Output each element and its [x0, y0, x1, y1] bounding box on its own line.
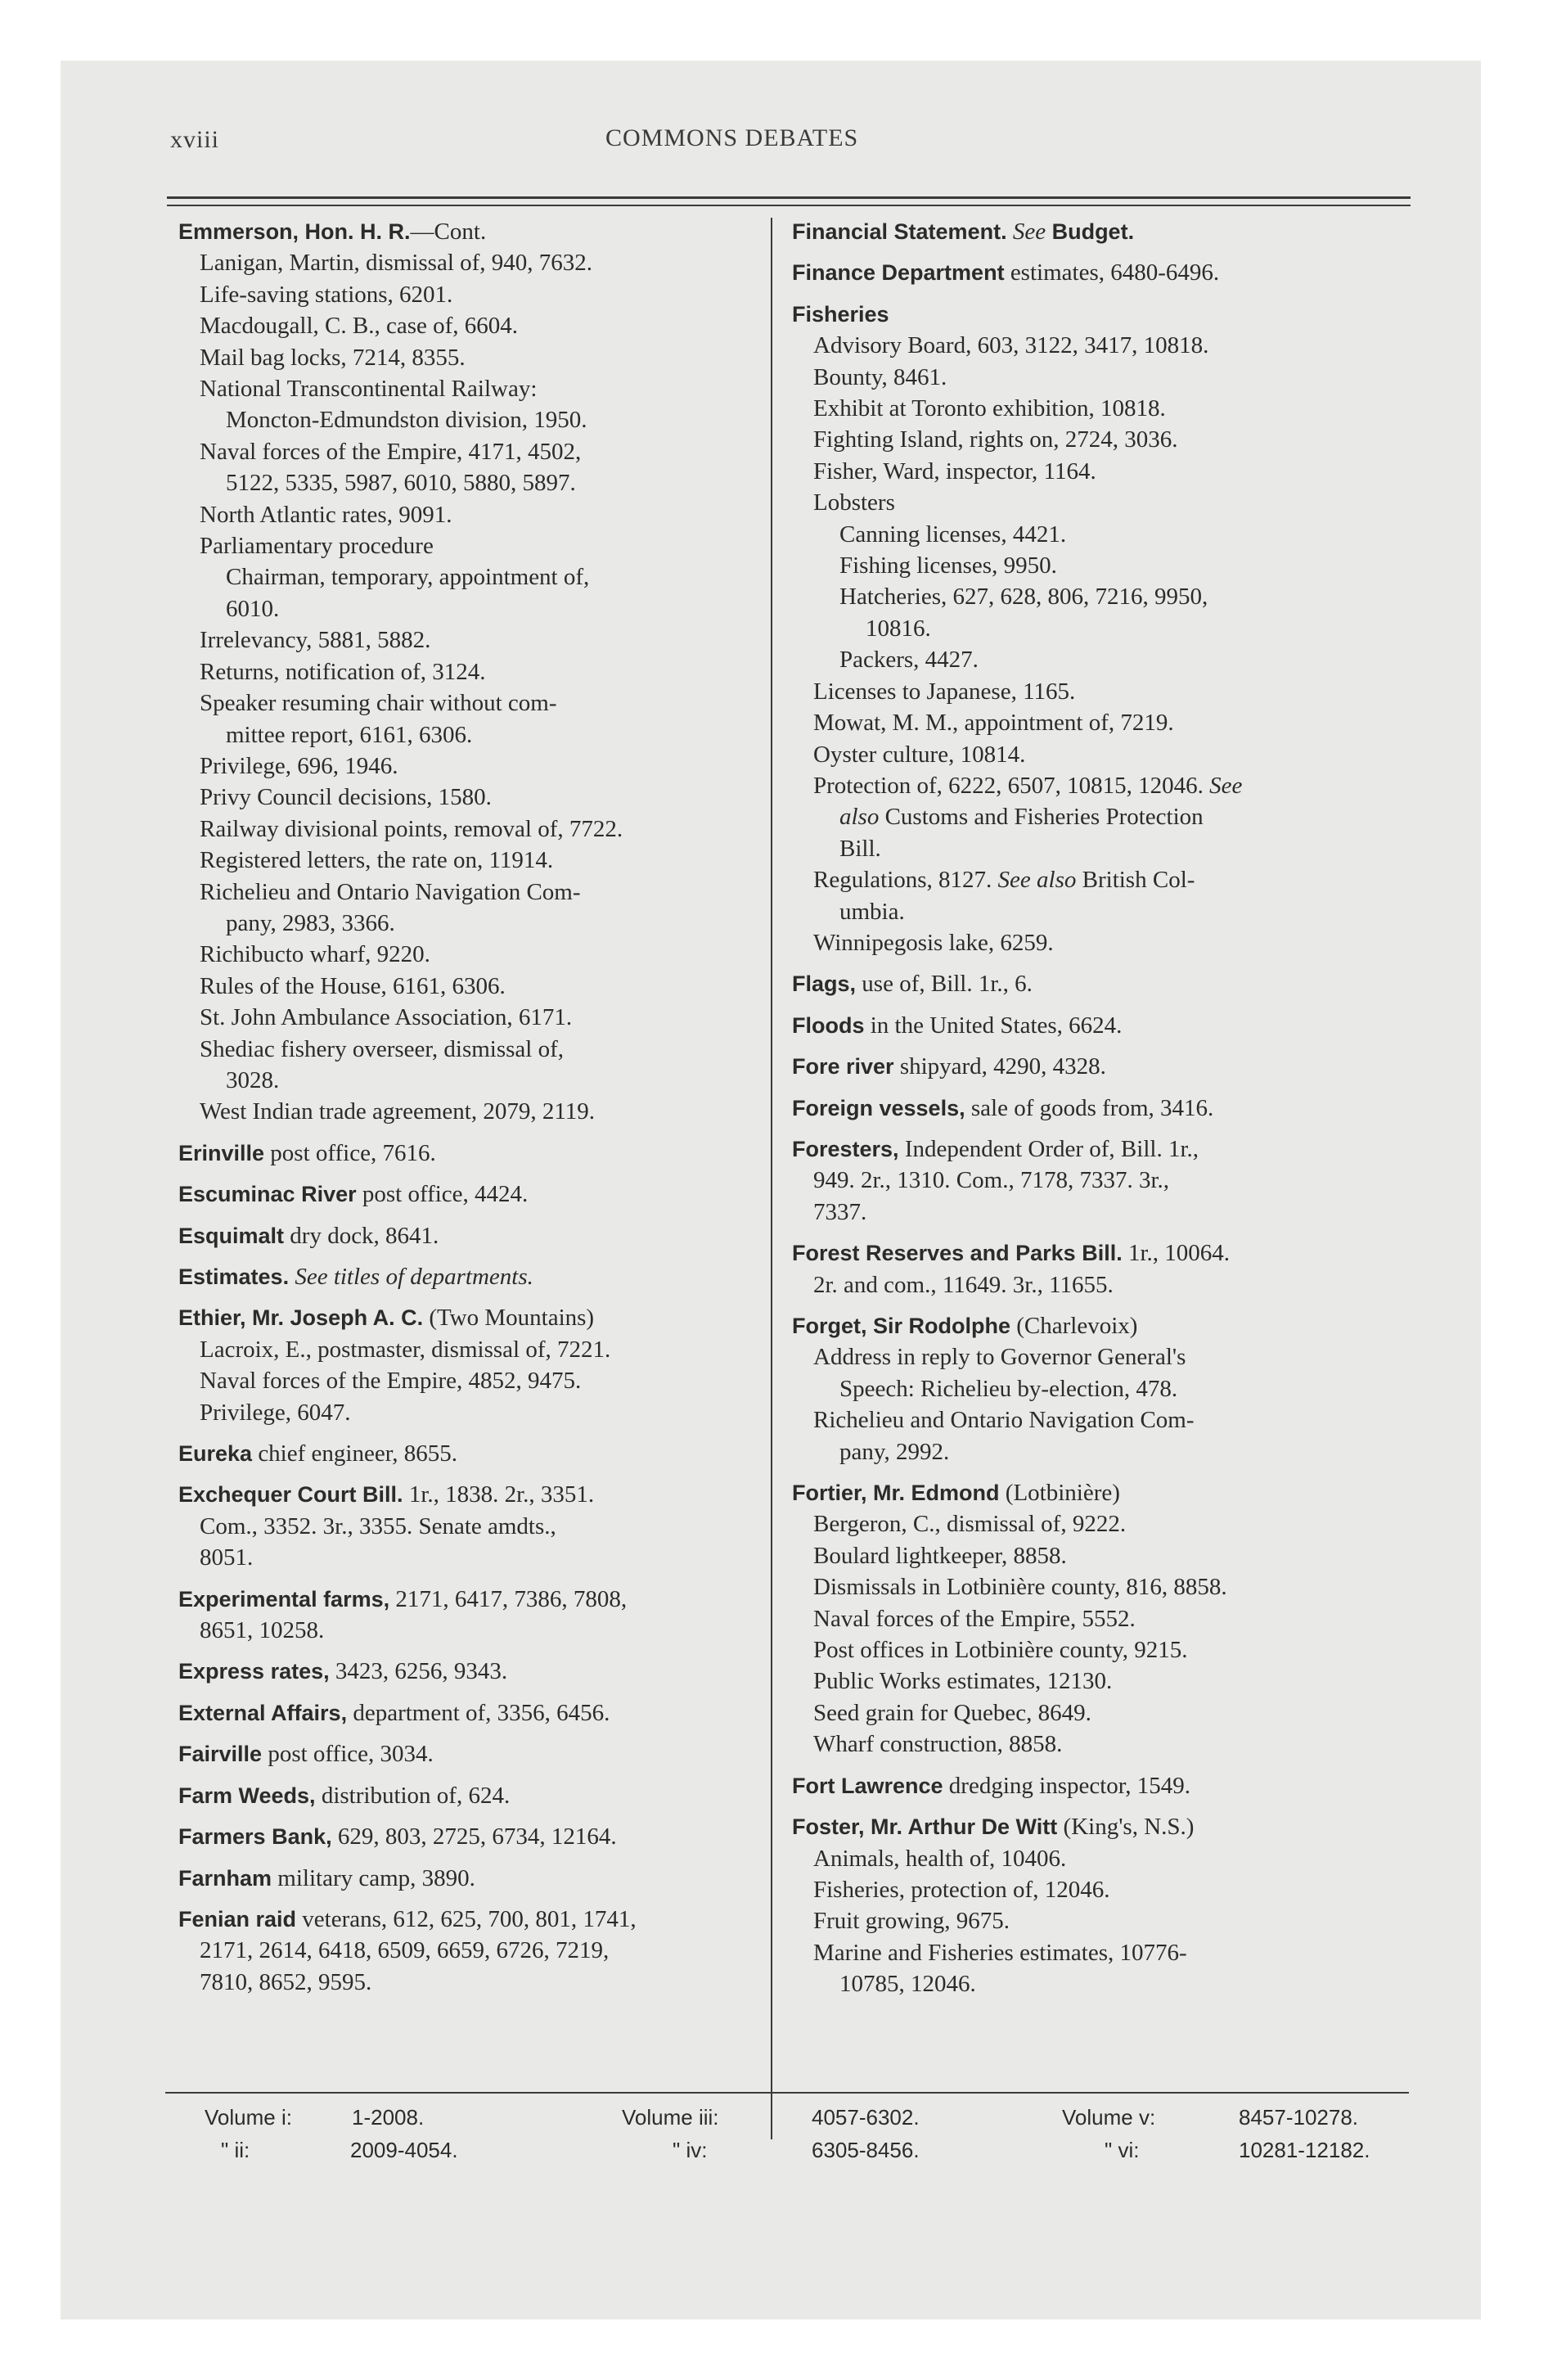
entry-italic: See titles of departments. — [295, 1264, 533, 1290]
index-entry — [781, 1237, 1411, 1269]
entry-text: Naval forces of the Empire, 4852, 9475. — [200, 1368, 582, 1395]
index-entry — [167, 279, 761, 310]
header-rule-bottom — [167, 205, 1411, 206]
index-entry — [167, 247, 761, 278]
index-entry — [781, 644, 1411, 675]
entry-text: West Indian trade agreement, 2079, 2119. — [200, 1098, 595, 1125]
entry-text: National Transcontinental Railway: — [200, 376, 538, 403]
entry-text: Regulations, 8127. — [813, 867, 998, 894]
entry-text: Animals, health of, 10406. — [813, 1845, 1067, 1872]
entry-text: Mail bag locks, 7214, 8355. — [200, 344, 466, 371]
entry-heading: Emmerson, Hon. H. R. — [178, 219, 411, 244]
index-entry — [781, 393, 1411, 424]
index-entry — [167, 310, 761, 341]
index-entry — [781, 362, 1411, 393]
index-entry — [167, 499, 761, 530]
entry-heading: Foreign vessels, — [792, 1095, 965, 1120]
index-entry — [781, 864, 1411, 895]
entry-text: Privy Council decisions, 1580. — [200, 784, 492, 811]
index-entry — [781, 1905, 1411, 1936]
index-entry — [167, 1821, 761, 1852]
entry-text: distribution of, 624. — [315, 1782, 511, 1809]
entry-text: Parliamentary procedure — [200, 533, 434, 560]
index-entry — [167, 1780, 761, 1811]
index-entry — [167, 939, 761, 970]
index-entry — [167, 561, 761, 593]
footer-rule — [165, 2092, 1409, 2094]
index-entry — [781, 550, 1411, 581]
entry-heading: Erinville — [178, 1140, 265, 1165]
index-entry — [781, 1373, 1411, 1404]
entry-text: post office, 4424. — [356, 1181, 529, 1208]
entry-text: —Cont. — [410, 219, 487, 245]
entry-text: umbia. — [839, 898, 905, 925]
entry-text: 8651, 10258. — [200, 1617, 325, 1644]
entry-text: 2171, 2614, 6418, 6509, 6659, 6726, 7219, — [200, 1937, 610, 1964]
entry-text: (Lotbinière) — [999, 1480, 1120, 1507]
index-entry — [781, 968, 1411, 999]
index-entry — [781, 456, 1411, 487]
footer-volume-ii-range: 2009-4054. — [350, 2138, 458, 2162]
index-entry — [781, 1165, 1411, 1196]
index-entry — [781, 1666, 1411, 1697]
index-entry — [167, 1179, 761, 1210]
index-entry — [781, 1436, 1411, 1467]
index-entry — [781, 833, 1411, 864]
index-entry — [167, 1334, 761, 1365]
entry-text: Bounty, 8461. — [813, 363, 947, 390]
index-entry — [781, 1770, 1411, 1801]
entry-text: Hatcheries, 627, 628, 806, 7216, 9950, — [839, 584, 1208, 611]
entry-text: Mowat, M. M., appointment of, 7219. — [813, 710, 1174, 737]
index-entry — [167, 404, 761, 435]
entry-text: chief engineer, 8655. — [252, 1440, 457, 1467]
entry-italic: See — [1012, 219, 1046, 245]
footer-volume-i-label: Volume i: — [205, 2105, 292, 2130]
index-entry — [167, 1138, 761, 1169]
entry-text: Naval forces of the Empire, 4171, 4502, — [200, 438, 582, 465]
entry-text: Fruit growing, 9675. — [813, 1908, 1010, 1935]
entry-text: Winnipegosis lake, 6259. — [813, 929, 1054, 956]
index-entry — [167, 1656, 761, 1687]
index-entry — [781, 1341, 1411, 1373]
index-entry — [167, 373, 761, 404]
footer-volume-iv-range: 6305-8456. — [812, 2138, 920, 2162]
entry-text: 3028. — [226, 1066, 280, 1093]
entry-text: Public Works estimates, 12130. — [813, 1668, 1113, 1695]
index-entry — [167, 1397, 761, 1428]
entry-heading: Budget. — [1046, 219, 1135, 244]
index-entry — [167, 1096, 761, 1127]
index-entry — [781, 613, 1411, 644]
entry-text: Exhibit at Toronto exhibition, 10818. — [813, 395, 1166, 422]
entry-heading: Fisheries — [792, 301, 889, 327]
entry-text: department of, 3356, 6456. — [347, 1699, 610, 1726]
entry-text: 1r., 10064. — [1122, 1240, 1231, 1267]
index-entry — [167, 1438, 761, 1469]
footer-volume-v-label: Volume v: — [1062, 2105, 1156, 2130]
entry-heading: Fortier, Mr. Edmond — [792, 1481, 1000, 1506]
index-entry — [781, 1540, 1411, 1571]
index-entry — [167, 1542, 761, 1573]
entry-heading: Flags, — [792, 971, 857, 997]
entry-heading: Estimates. — [178, 1264, 290, 1289]
index-entry — [781, 1634, 1411, 1666]
entry-heading: Esquimalt — [178, 1223, 285, 1248]
entry-text: Boulard lightkeeper, 8858. — [813, 1542, 1067, 1569]
entry-text: post office, 3034. — [262, 1741, 434, 1768]
index-entry — [167, 593, 761, 624]
index-entry — [781, 1477, 1411, 1508]
index-entry — [167, 1034, 761, 1065]
entry-text: 3423, 6256, 9343. — [329, 1658, 508, 1685]
entry-text: Fisher, Ward, inspector, 1164. — [813, 458, 1096, 485]
index-entry — [781, 1697, 1411, 1729]
index-entry — [167, 1697, 761, 1729]
entry-text: Shediac fishery overseer, dismissal of, — [200, 1035, 564, 1062]
entry-text: shipyard, 4290, 4328. — [893, 1053, 1106, 1080]
page — [61, 61, 1481, 2319]
entry-text: Advisory Board, 603, 3122, 3417, 10818. — [813, 332, 1209, 359]
index-entry — [167, 1863, 761, 1894]
entry-text: mittee report, 6161, 6306. — [226, 721, 473, 748]
index-entry — [167, 1479, 761, 1510]
entry-text: Customs and Fisheries Protection — [879, 804, 1204, 831]
entry-text: in the United States, 6624. — [864, 1012, 1123, 1039]
entry-text: Licenses to Japanese, 1165. — [813, 678, 1076, 705]
entry-heading: Foresters, — [792, 1136, 899, 1161]
entry-text: Canning licenses, 4421. — [839, 521, 1067, 548]
index-entry — [167, 1615, 761, 1646]
entry-text: Seed grain for Quebec, 8649. — [813, 1699, 1091, 1726]
entry-heading: Escuminac River — [178, 1182, 357, 1207]
entry-text: Speech: Richelieu by-election, 478. — [839, 1375, 1178, 1402]
entry-text: Wharf construction, 8858. — [813, 1731, 1063, 1758]
header-rule-top — [167, 196, 1411, 199]
index-entry — [781, 1968, 1411, 1999]
entry-heading: External Affairs, — [178, 1700, 348, 1725]
entry-text: Rules of the House, 6161, 6306. — [200, 972, 506, 999]
index-entry — [167, 656, 761, 687]
entry-text: Life-saving stations, 6201. — [200, 281, 453, 308]
entry-text: dredging inspector, 1549. — [943, 1772, 1191, 1799]
entry-text: Dismissals in Lotbinière county, 816, 8858. — [813, 1574, 1227, 1601]
index-entry — [781, 424, 1411, 455]
index-entry — [781, 1197, 1411, 1228]
entry-text: Fighting Island, rights on, 2724, 3036. — [813, 426, 1178, 453]
entry-text: Chairman, temporary, appointment of, — [226, 564, 590, 591]
entry-text: 2171, 6417, 7386, 7808, — [389, 1585, 628, 1612]
index-entry — [781, 1603, 1411, 1634]
entry-heading: Fairville — [178, 1742, 263, 1767]
footer-volume-i-range: 1-2008. — [352, 2105, 425, 2130]
index-entry — [167, 814, 761, 845]
index-entry — [781, 1843, 1411, 1874]
entry-italic: See — [1203, 772, 1243, 799]
index-entry — [781, 1937, 1411, 1968]
index-entry — [781, 1093, 1411, 1124]
entry-text: veterans, 612, 625, 700, 801, 1741, — [296, 1905, 637, 1932]
index-entry — [167, 1584, 761, 1615]
entry-text: 1r., 1838. 2r., 3351. — [403, 1481, 595, 1508]
index-entry — [167, 971, 761, 1002]
index-entry — [781, 257, 1411, 288]
index-entry — [167, 1365, 761, 1396]
entry-text: 629, 803, 2725, 6734, 12164. — [331, 1823, 617, 1850]
entry-text: Com., 3352. 3r., 3355. Senate amdts., — [200, 1512, 556, 1539]
entry-heading: Ethier, Mr. Joseph A. C. — [178, 1305, 424, 1331]
index-entry — [781, 1874, 1411, 1905]
index-entry — [781, 1571, 1411, 1602]
index-entry — [781, 581, 1411, 612]
entry-text: Richibucto wharf, 9220. — [200, 941, 430, 968]
column-divider — [771, 218, 772, 2139]
entry-text: 2r. and com., 11649. 3r., 11655. — [813, 1271, 1114, 1298]
index-entry — [781, 1729, 1411, 1760]
footer-volume-iii-label: Volume iii: — [622, 2105, 719, 2130]
index-entry — [167, 1002, 761, 1033]
entry-text: (Charlevoix) — [1010, 1313, 1138, 1339]
index-entry — [167, 1935, 761, 1966]
index-entry — [167, 1904, 761, 1935]
index-entry — [781, 487, 1411, 518]
entry-text: Address in reply to Governor General's — [813, 1344, 1186, 1371]
entry-text: Privilege, 6047. — [200, 1399, 351, 1426]
index-entry — [781, 299, 1411, 330]
index-entry — [781, 801, 1411, 832]
running-title: COMMONS DEBATES — [605, 124, 859, 151]
entry-heading: Fenian raid — [178, 1906, 297, 1931]
entry-text: sale of goods from, 3416. — [965, 1094, 1214, 1121]
index-entry — [781, 1811, 1411, 1842]
entry-heading: Floods — [792, 1012, 865, 1038]
entry-heading: Eureka — [178, 1441, 253, 1467]
index-entry — [167, 342, 761, 373]
entry-text: 7810, 8652, 9595. — [200, 1968, 372, 1995]
entry-text: Privilege, 696, 1946. — [200, 752, 398, 779]
entry-heading: Fort Lawrence — [792, 1773, 943, 1798]
entry-heading: Experimental farms, — [178, 1586, 390, 1611]
entry-text: Fisheries, protection of, 12046. — [813, 1876, 1110, 1903]
index-entry — [781, 1508, 1411, 1539]
footer-volume-ii-label: " ii: — [221, 2138, 250, 2162]
index-entry — [781, 1269, 1411, 1300]
entry-text: post office, 7616. — [264, 1139, 436, 1166]
footer-volume-iv-label: " iv: — [673, 2138, 708, 2162]
entry-heading: Financial Statement. — [792, 219, 1007, 244]
entry-heading: Foster, Mr. Arthur De Witt — [792, 1814, 1058, 1840]
entry-text — [1007, 219, 1013, 245]
index-entry — [167, 467, 761, 498]
entry-text: military camp, 3890. — [272, 1864, 475, 1891]
index-entry — [781, 1310, 1411, 1341]
index-entry — [167, 877, 761, 908]
entry-text: Irrelevancy, 5881, 5882. — [200, 627, 431, 654]
entry-text: Railway divisional points, removal of, 7722. — [200, 815, 623, 842]
index-entry — [167, 624, 761, 656]
entry-heading: Express rates, — [178, 1659, 330, 1684]
entry-text: Independent Order of, Bill. 1r., — [898, 1135, 1199, 1162]
entry-italic: See also — [997, 867, 1077, 894]
entry-heading: Farm Weeds, — [178, 1783, 316, 1808]
footer-volume-v-range: 8457-10278. — [1239, 2105, 1359, 2130]
entry-text: (King's, N.S.) — [1057, 1814, 1195, 1841]
index-entry — [167, 1738, 761, 1769]
index-entry — [781, 927, 1411, 958]
entry-text: use of, Bill. 1r., 6. — [856, 971, 1033, 998]
entry-text: Oyster culture, 10814. — [813, 741, 1026, 768]
entry-text: 6010. — [226, 595, 280, 622]
entry-text: North Atlantic rates, 9091. — [200, 501, 452, 528]
entry-text: Macdougall, C. B., case of, 6604. — [200, 313, 519, 340]
index-entry — [167, 436, 761, 467]
entry-text: dry dock, 8641. — [284, 1222, 439, 1249]
entry-text: Returns, notification of, 3124. — [200, 658, 486, 685]
entry-text: Marine and Fisheries estimates, 10776- — [813, 1939, 1187, 1966]
entry-text: Lacroix, E., postmaster, dismissal of, 7221. — [200, 1336, 611, 1363]
index-entry — [781, 707, 1411, 738]
index-entry — [167, 1967, 761, 1998]
entry-text: 8051. — [200, 1544, 254, 1571]
entry-text: estimates, 6480-6496. — [1004, 259, 1220, 286]
entry-text: Registered letters, the rate on, 11914. — [200, 847, 554, 874]
entry-text: 10816. — [866, 615, 931, 642]
entry-text: Packers, 4427. — [839, 647, 979, 674]
entry-text: Naval forces of the Empire, 5552. — [813, 1605, 1136, 1632]
index-entry — [167, 782, 761, 813]
entry-text: 7337. — [813, 1198, 867, 1225]
entry-text: pany, 2983, 3366. — [226, 909, 395, 936]
entry-text: Post offices in Lotbinière county, 9215. — [813, 1637, 1188, 1664]
entry-heading: Finance Department — [792, 260, 1005, 286]
footer-volume-vi-range: 10281-12182. — [1239, 2138, 1370, 2162]
entry-heading: Farnham — [178, 1865, 272, 1891]
index-entry — [167, 530, 761, 561]
entry-text: Fishing licenses, 9950. — [839, 552, 1057, 579]
index-entry — [781, 216, 1411, 247]
entry-text: (Two Mountains) — [423, 1305, 595, 1332]
entry-heading: Fore river — [792, 1054, 894, 1080]
index-entry — [167, 845, 761, 876]
entry-text: Lobsters — [813, 489, 895, 516]
index-entry — [781, 676, 1411, 707]
entry-text: pany, 2992. — [839, 1438, 950, 1465]
entry-italic: also — [839, 804, 880, 831]
right-column — [781, 216, 1411, 2000]
entry-text: Richelieu and Ontario Navigation Com- — [200, 878, 581, 905]
index-entry — [781, 1051, 1411, 1082]
entry-text: 10785, 12046. — [839, 1971, 976, 1998]
index-entry — [781, 1404, 1411, 1436]
entry-text: 5122, 5335, 5987, 6010, 5880, 5897. — [226, 470, 576, 497]
index-entry — [167, 1220, 761, 1251]
entry-text: British Col- — [1076, 867, 1195, 894]
index-entry — [781, 770, 1411, 801]
index-entry — [167, 1261, 761, 1292]
index-entry — [781, 896, 1411, 927]
index-entry — [167, 719, 761, 751]
entry-heading: Forest Reserves and Parks Bill. — [792, 1241, 1123, 1266]
entry-text: Speaker resuming chair without com- — [200, 690, 557, 717]
entry-text: Bill. — [839, 835, 881, 862]
index-entry — [167, 216, 761, 247]
index-entry — [167, 1302, 761, 1333]
index-entry — [167, 1511, 761, 1542]
left-column — [167, 216, 761, 1998]
index-entry — [167, 908, 761, 939]
entry-heading: Forget, Sir Rodolphe — [792, 1314, 1010, 1338]
entry-heading: Exchequer Court Bill. — [178, 1482, 403, 1508]
entry-text: Bergeron, C., dismissal of, 9222. — [813, 1511, 1127, 1538]
entry-text: Richelieu and Ontario Navigation Com- — [813, 1407, 1195, 1434]
index-entry — [781, 1134, 1411, 1165]
index-entry — [781, 330, 1411, 361]
index-entry — [167, 1065, 761, 1096]
index-entry — [167, 751, 761, 782]
entry-text: Protection of, 6222, 6507, 10815, 12046. — [813, 772, 1204, 799]
footer-volume-vi-label: " vi: — [1105, 2138, 1140, 2162]
entry-text: St. John Ambulance Association, 6171. — [200, 1004, 573, 1031]
footer-volume-iii-range: 4057-6302. — [812, 2105, 920, 2130]
index-entry — [167, 687, 761, 719]
index-entry — [781, 739, 1411, 770]
entry-text: 949. 2r., 1310. Com., 7178, 7337. 3r., — [813, 1167, 1170, 1194]
entry-text: Lanigan, Martin, dismissal of, 940, 7632. — [200, 250, 593, 277]
index-entry — [781, 519, 1411, 550]
page-number: xviii — [170, 126, 220, 153]
entry-heading: Farmers Bank, — [178, 1824, 332, 1850]
entry-text: Moncton-Edmundston division, 1950. — [226, 407, 587, 434]
index-entry — [781, 1010, 1411, 1041]
